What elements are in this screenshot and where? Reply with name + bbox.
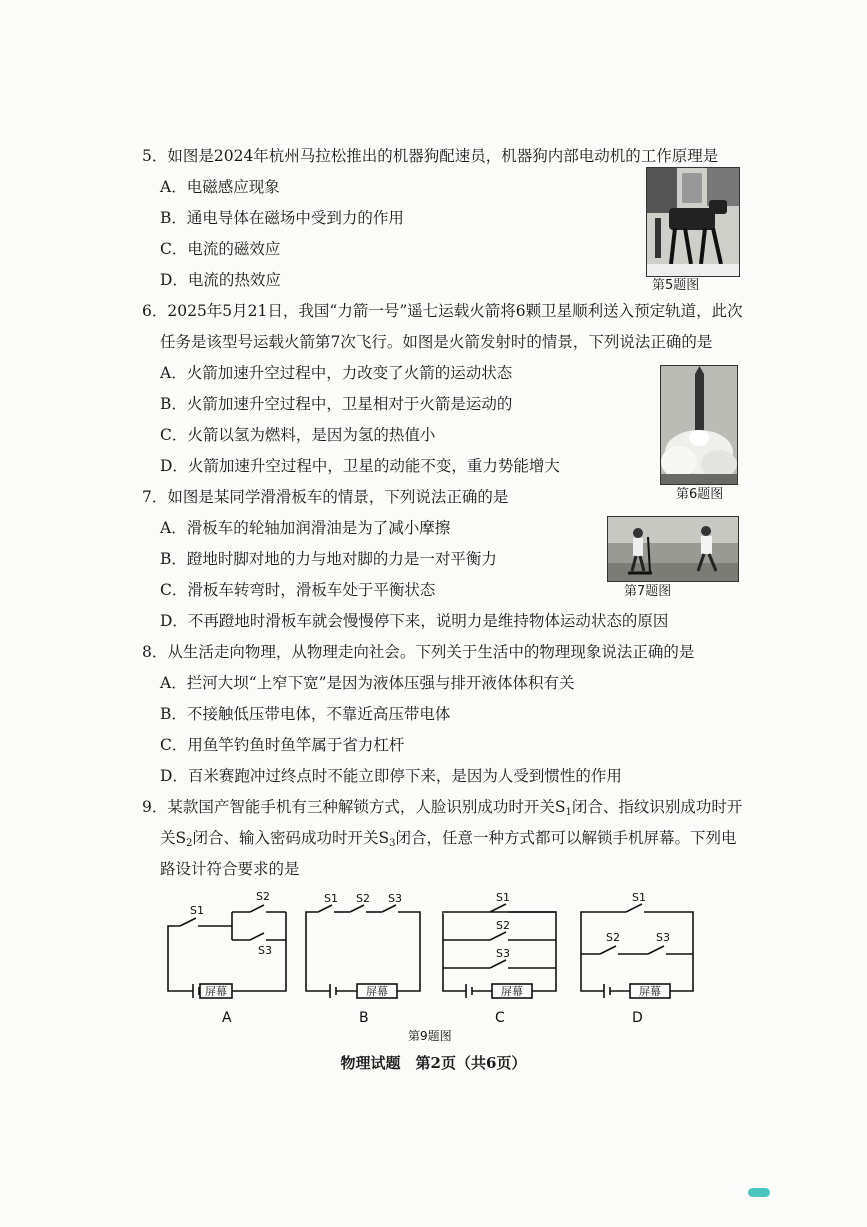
q9-figure-caption: 第9题图 [408, 1029, 452, 1043]
q8-option-d: D．百米赛跑冲过终点时不能立即停下来，是因为人受到惯性的作用 [160, 767, 622, 785]
screen-label-c: 屏幕 [501, 985, 523, 998]
robot-dog-photo [646, 167, 740, 277]
q9-stem-line2 [160, 828, 737, 854]
q5-stem: 5．如图是2024年杭州马拉松推出的机器狗配速员，机器狗内部电动机的工作原理是 [142, 147, 719, 165]
corner-mark [748, 1188, 770, 1197]
switch-label-d-s1: S1 [632, 891, 646, 904]
q5-option-d: D．电流的热效应 [160, 271, 281, 289]
q6-stem-line2: 任务是该型号运载火箭第7次飞行。如图是火箭发射时的情景，下列说法正确的是 [160, 333, 713, 351]
q7-option-d: D．不再蹬地时滑板车就会慢慢停下来，说明力是维持物体运动状态的原因 [160, 612, 669, 630]
q5-figure-caption: 第5题图 [652, 278, 700, 293]
q6-figure-caption: 第6题图 [676, 487, 724, 502]
screen-label-b: 屏幕 [366, 985, 388, 998]
q7-stem: 7．如图是某同学滑滑板车的情景，下列说法正确的是 [142, 488, 509, 506]
switch-label-d-s2: S2 [606, 931, 620, 944]
screen-label-d: 屏幕 [639, 985, 661, 998]
circuit-diagrams [0, 884, 867, 1044]
switch-label-b-s1: S1 [324, 892, 338, 905]
switch-label-c-s3: S3 [496, 947, 510, 960]
circuit-b [306, 905, 420, 998]
scooter-photo [607, 516, 739, 582]
q9-stem-line1 [142, 797, 742, 823]
switch-label-b-s3: S3 [388, 892, 402, 905]
q9-sub-2: 2 [186, 838, 193, 849]
q5-option-c: C．电流的磁效应 [160, 240, 281, 258]
q7-option-a: A．滑板车的轮轴加润滑油是为了减小摩擦 [160, 519, 451, 537]
diagram-label-d: D [632, 1010, 643, 1026]
q5-option-a: A．电磁感应现象 [160, 178, 280, 196]
page-footer: 物理试题 第2页（共6页） [340, 1054, 527, 1072]
q8-option-b: B．不接触低压带电体，不靠近高压带电体 [160, 705, 451, 723]
q8-option-c: C．用鱼竿钓鱼时鱼竿属于省力杠杆 [160, 736, 405, 754]
diagram-label-a: A [222, 1010, 232, 1026]
switch-label-c-s2: S2 [496, 919, 510, 932]
q9-stem-line1-b: 闭合、指纹识别成功时开 [571, 798, 743, 816]
q9-stem-line2-c: 闭合，任意一种方式都可以解锁手机屏幕。下列电 [395, 829, 737, 847]
switch-label-c-s1: S1 [496, 891, 510, 904]
q7-option-c: C．滑板车转弯时，滑板车处于平衡状态 [160, 581, 436, 599]
q7-option-b: B．蹬地时脚对地的力与地对脚的力是一对平衡力 [160, 550, 497, 568]
q6-stem-line1: 6．2025年5月21日，我国“力箭一号”遥七运载火箭将6颗卫星顺利送入预定轨道，此次 [142, 302, 743, 320]
q6-option-a: A．火箭加速升空过程中，力改变了火箭的运动状态 [160, 364, 513, 382]
rocket-launch-photo [660, 365, 738, 485]
q8-stem: 8．从生活走向物理，从物理走向社会。下列关于生活中的物理现象说法正确的是 [142, 643, 695, 661]
q9-stem-line3: 路设计符合要求的是 [160, 860, 300, 878]
switch-label-d-s3: S3 [656, 931, 670, 944]
q9-stem-line2-b: 闭合、输入密码成功时开关S [192, 829, 390, 847]
diagram-label-c: C [495, 1010, 505, 1026]
diagram-label-b: B [359, 1010, 369, 1026]
q5-option-b: B．通电导体在磁场中受到力的作用 [160, 209, 404, 227]
screen-label-a: 屏幕 [205, 985, 227, 998]
q6-option-c: C．火箭以氢为燃料，是因为氢的热值小 [160, 426, 436, 444]
circuit-d [581, 904, 693, 998]
switch-label-b-s2: S2 [356, 892, 370, 905]
q6-option-d: D．火箭加速升空过程中，卫星的动能不变，重力势能增大 [160, 457, 560, 475]
q6-option-b: B．火箭加速升空过程中，卫星相对于火箭是运动的 [160, 395, 513, 413]
switch-label-a-s2: S2 [256, 890, 270, 903]
q9-sub-3: 3 [389, 838, 396, 849]
switch-label-a-s3: S3 [258, 944, 272, 957]
q9-stem-line2-a: 关S [160, 829, 187, 847]
q9-sub-1: 1 [565, 807, 572, 818]
q7-figure-caption: 第7题图 [624, 584, 672, 599]
q9-stem-line1-a: 9．某款国产智能手机有三种解锁方式，人脸识别成功时开关S [142, 798, 566, 816]
switch-label-a-s1: S1 [190, 904, 204, 917]
q8-option-a: A．拦河大坝“上窄下宽”是因为液体压强与排开液体体积有关 [160, 674, 575, 692]
